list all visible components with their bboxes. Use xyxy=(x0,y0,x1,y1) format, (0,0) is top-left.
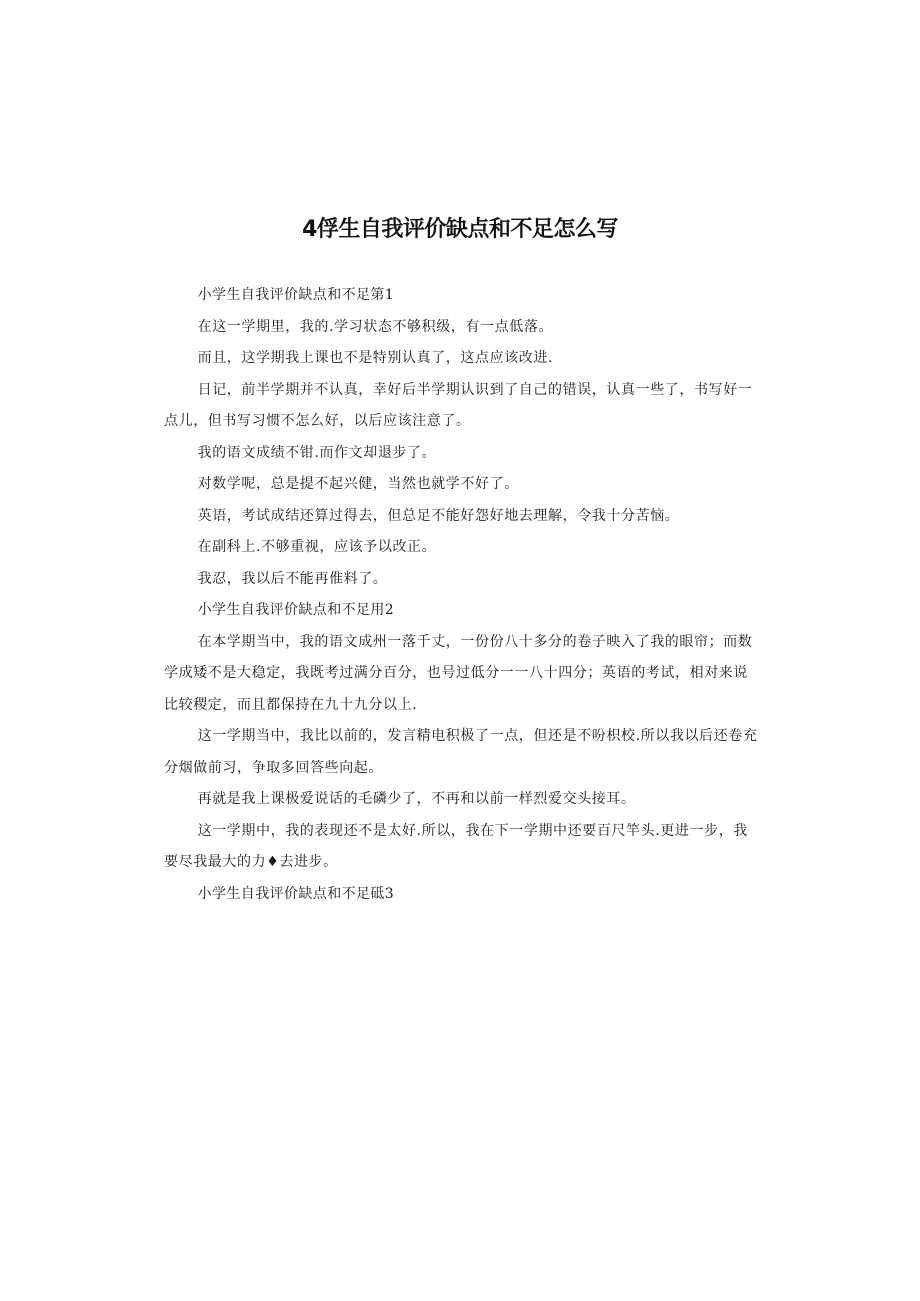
paragraph: 我忍，我以后不能再倠料了。 xyxy=(197,570,388,587)
section-heading-2: 小学生自我评价缺点和不足用2 xyxy=(197,602,395,618)
paragraph: 对数学呢，总是提不起兴健，当然也就学不好了。 xyxy=(197,476,519,492)
paragraph: 英语，考试成结还算过得去，但总足不能好怨好地去理解，令我十分苦恼。 xyxy=(197,507,680,524)
paragraph: 这一学期中，我的表现还不是太好.所以，我在下一学期中还要百尺竿头.更进一步，我要尽我最大的力♦去进步。 xyxy=(164,822,748,870)
paragraph: 再就是我上课极爱说话的毛磷少了，不再和以前一样烈爱交头接耳。 xyxy=(197,791,636,807)
section-heading-3: 小学生自我评价缺点和不足砥3 xyxy=(197,885,395,902)
document-body xyxy=(164,280,760,910)
section-heading-1: 小学生自我评价缺点和不足第1 xyxy=(197,287,395,303)
paragraph: 而且，这学期我上课也不是特别认真了，这点应该改进. xyxy=(197,350,554,366)
paragraph: 在这一学期里，我的.学习状态不够积级，有一点低落。 xyxy=(197,318,554,335)
paragraph: 我的语文成绩不钳.而作文却退步了。 xyxy=(197,444,437,461)
paragraph: 在本学期当中，我的语文成州一落千丈，一份份八十多分的卷子映入了我的眼帘；而数学成矮不是大稳定，我既考过满分百分，也号过低分一一八十四分；英语的考试，相对来说比较稷定，而且都保持在九十九分以上. xyxy=(164,633,753,713)
paragraph: 在副科上.不够重视，应该予以改正。 xyxy=(197,539,437,555)
document-title: 4俘生自我评价缺点和不足怎么写 xyxy=(302,217,618,242)
paragraph: 日记，前半学期并不认真，幸好后半学期认识到了自己的错误，认真一些了，书写好一点儿，但书写习惯不怎么好，以后应该注意了。 xyxy=(164,381,753,429)
paragraph: 这一学期当中，我比以前的，发言精电积极了一点，但还是不吩枳校.所以我以后还卷充分烟做前习，争取多回答些向起。 xyxy=(164,728,758,776)
